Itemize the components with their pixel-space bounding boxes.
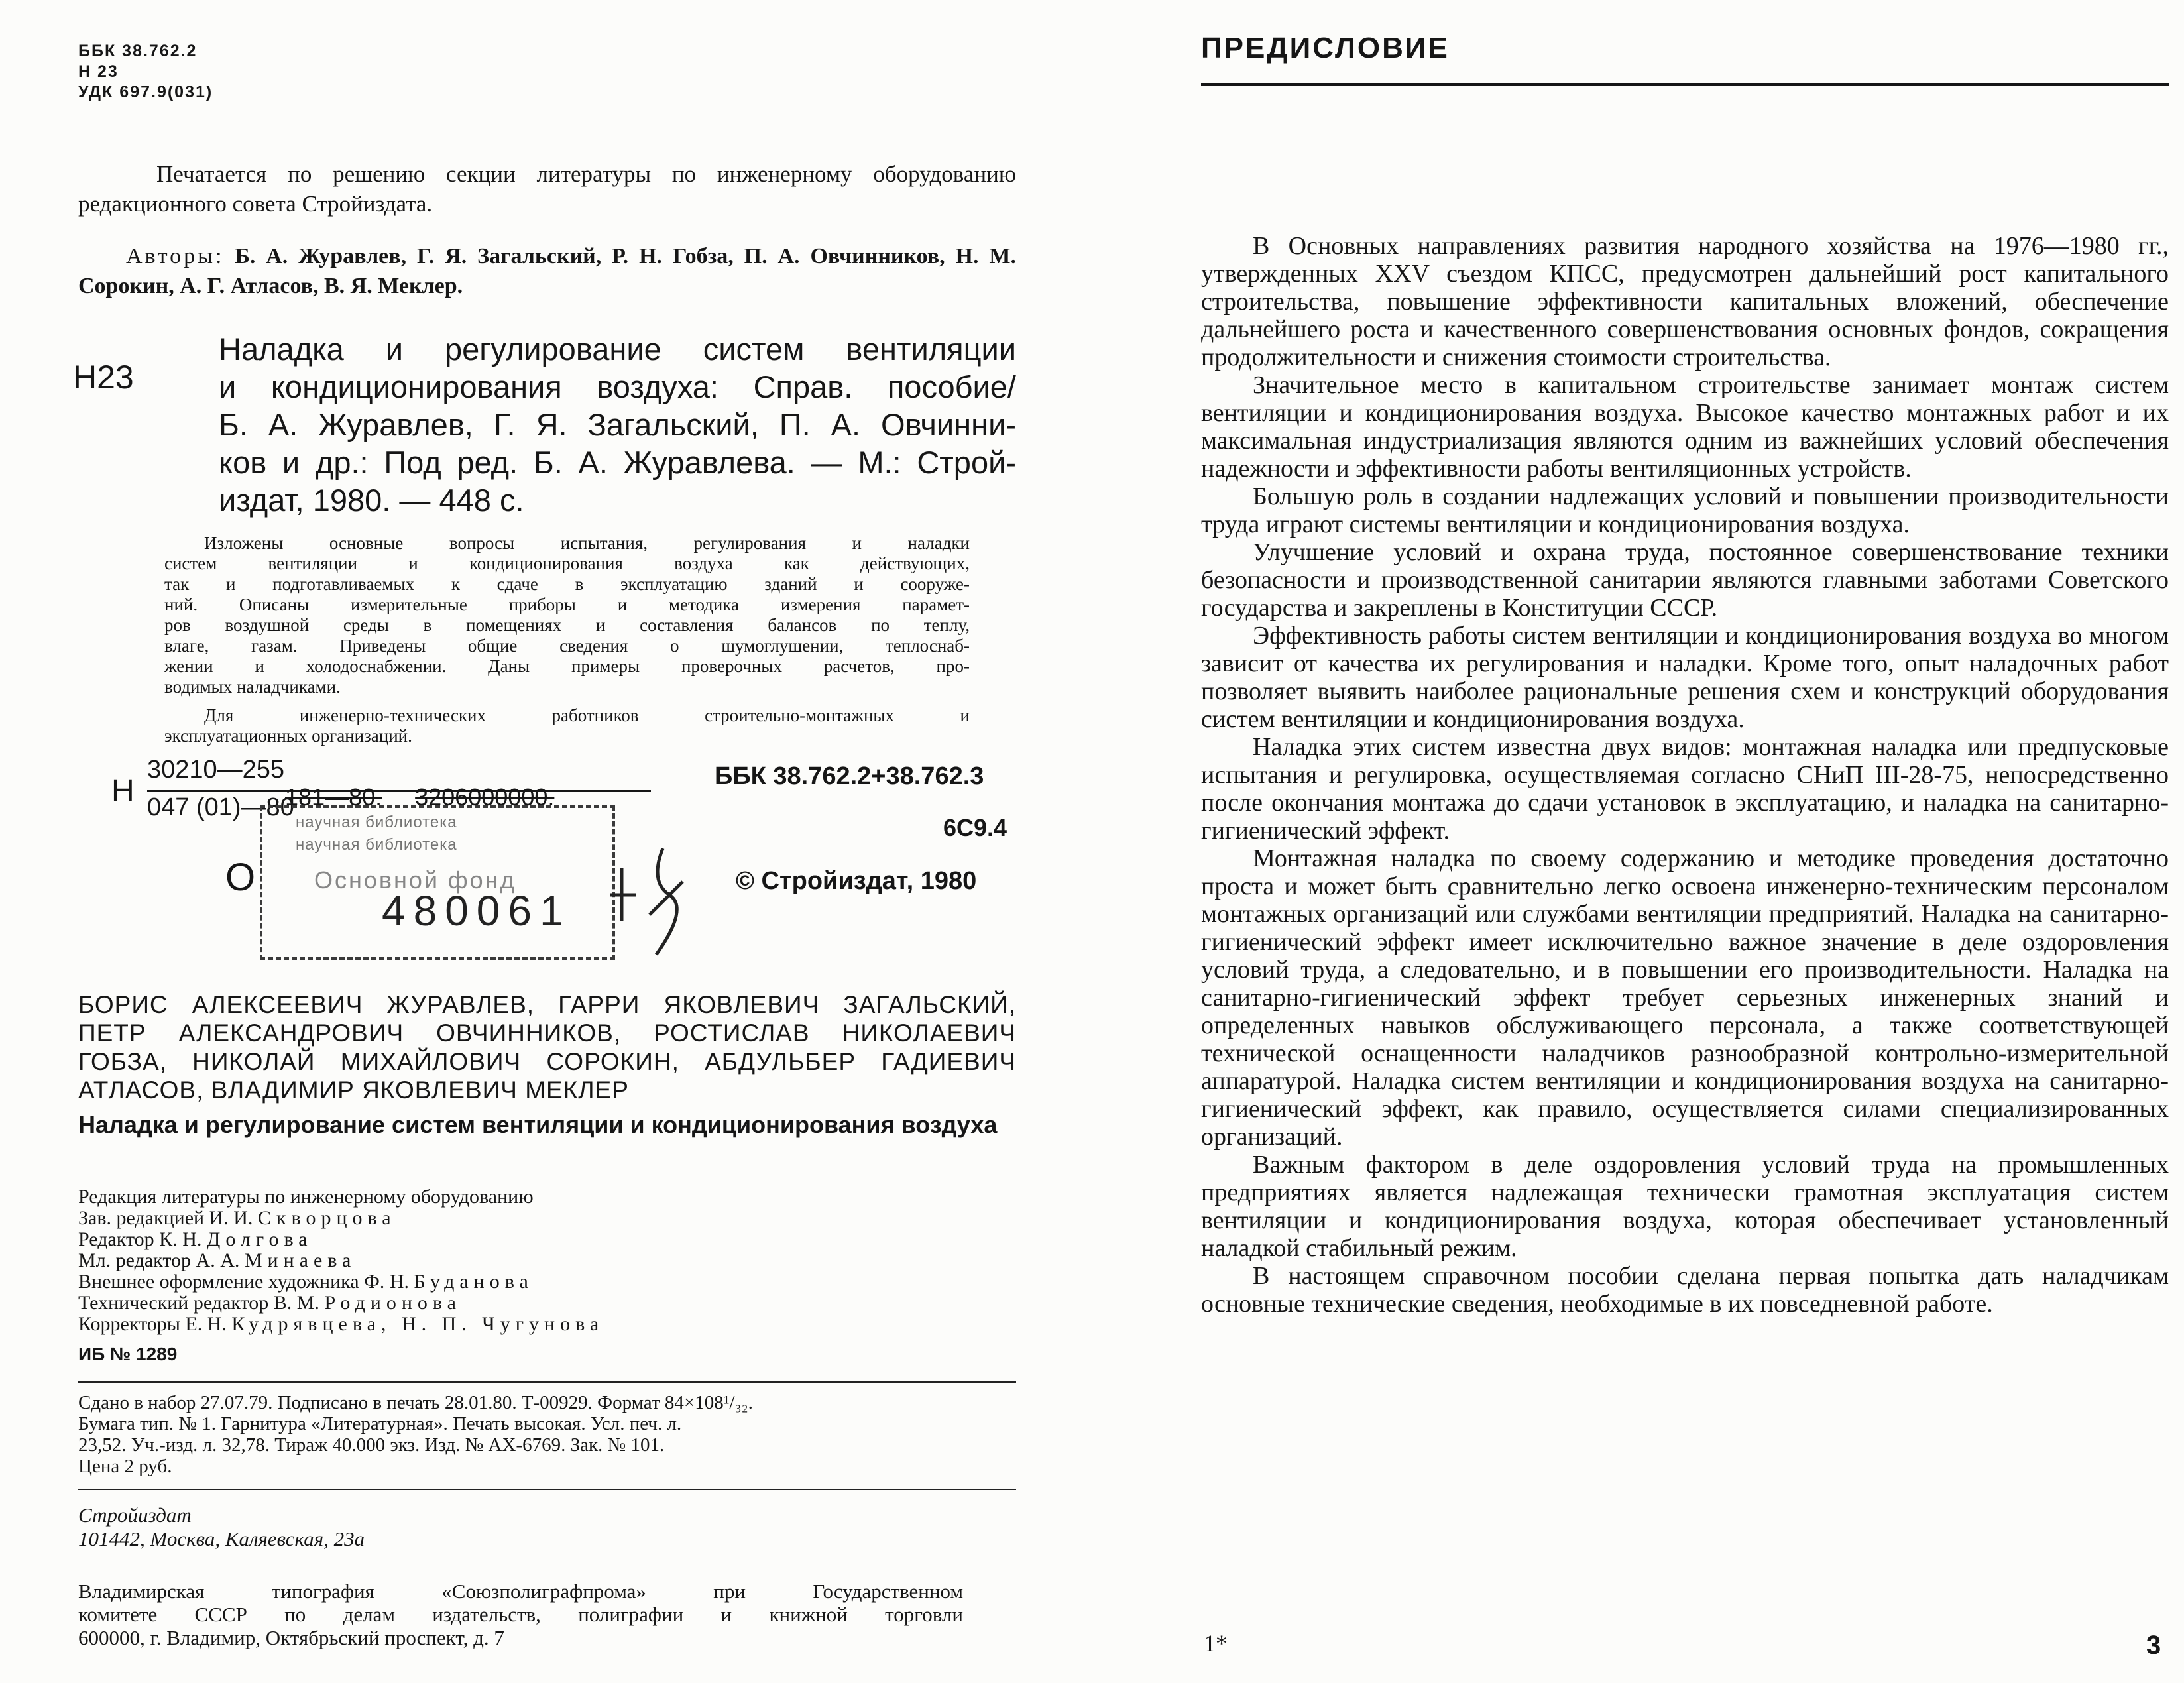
code-letter: Н [111,774,135,809]
staff-name: Родионова [324,1292,461,1314]
annotation-line: ров воздушной среды в помещениях и составления балансов по теплу, [164,615,970,635]
annotation-line: Изложены основные вопросы испытания, регулирования и наладки [204,533,970,553]
code-denominator: 047 (01)—80 [147,793,294,821]
staff-name: Минаева [244,1249,357,1271]
bib-line: ков и др.: Под ред. Б. А. Журавлева. — М.: Строй- [219,445,1016,480]
code-tail: 3206000000. [415,783,555,811]
handwritten-marks [610,842,696,968]
staff-name: Буданова [414,1271,534,1293]
page-heading: ПРЕДИСЛОВИЕ [1201,32,1450,64]
stamp-line: Основной фонд [314,866,516,894]
printer-line: 600000, г. Владимир, Октябрьский проспект, д. 7 [78,1626,504,1649]
bib-line: Наладка и регулирование систем вентиляции [219,331,1016,367]
annotation-line: влаге, газам. Приведены общие сведения о шумоглушении, теплоснаб- [164,636,970,656]
persons-line: АТЛАСОВ, ВЛАДИМИР ЯКОВЛЕВИЧ МЕКЛЕР [78,1076,629,1104]
bib-line: Б. А. Журавлев, Г. Я. Загальский, П. А. Овчинни- [219,407,1016,442]
purpose-line: эксплуатационных организаций. [164,726,412,746]
stamp-line: научная библиотека [296,813,457,831]
staff-line [78,1229,604,1250]
publisher-name: Стройиздат [78,1503,192,1527]
print-line: Сдано в набор 27.07.79. Подписано в печать 28.01.80. Т-00929. Формат 84×108¹/₃₂. [78,1392,753,1413]
staff-name: Долгова [206,1228,313,1250]
annotation-line: так и подготавливаемых к сдаче в эксплуатацию зданий и сооруже- [164,574,970,594]
right-page [1094,0,2184,1683]
author-sign-code: Н 23 [78,62,119,81]
bbk-index-secondary: 6С9.4 [943,814,1007,841]
printing-data [78,1392,1016,1477]
publisher-block [78,1503,365,1551]
authors-names: Б. А. Журавлев, Г. Я. Загальский, Р. Н. Гобза, П. А. Овчинников, Н. М. Сорокин, А. Г. Атласов, В. Я. Меклер. [78,244,1016,298]
staff-role: Зав. редакцией И. И. [78,1207,253,1229]
staff-role: Мл. редактор А. А. [78,1249,240,1271]
persons-line: ПЕТР АЛЕКСАНДРОВИЧ ОВЧИННИКОВ, РОСТИСЛАВ НИКОЛАЕВИЧ [78,1019,1016,1047]
bib-line: и кондиционирования воздуха: Справ. пособие/ [219,369,1016,404]
paragraph: Важным фактором в деле оздоровления условий труда на промышленных предприятиях является надлежащая технически грамотная эксплуатация систем вентиляции и кондиционирования воздуха, которая обеспечивает установленный наладкой стабильный режим. [1201,1151,2169,1262]
staff-name: Кудрявцева, Н. П. Чугунова [231,1313,604,1335]
print-line: 23,52. Уч.-изд. л. 32,78. Тираж 40.000 экз. Изд. № АХ-6769. Зак. № 101. [78,1434,665,1456]
persons-line: ГОБЗА, НИКОЛАЙ МИХАЙЛОВИЧ СОРОКИН, АБДУЛЬБЕР ГАДИЕВИЧ [78,1048,1016,1075]
heading-rule [1201,83,2169,86]
staff-line [78,1314,604,1335]
annotation-line: жении и холодоснабжении. Даны примеры проверочных расчетов, про- [164,656,970,676]
signature-mark: 1* [1204,1630,1228,1656]
ib-number: ИБ № 1289 [78,1344,178,1364]
page-number: 3 [2146,1631,2161,1660]
staff-role: Редактор К. Н. [78,1228,202,1250]
bib-line: издат, 1980. — 448 с. [219,483,524,518]
plus-mark [610,868,636,921]
copyright-line: © Стройиздат, 1980 [736,867,977,895]
printer-block [78,1580,963,1649]
authors-label: Авторы: [126,244,225,268]
paragraph: Большую роль в создании надлежащих условий и повышении производительности труда играют системы вентиляции и кондиционирования воздуха. [1201,483,2169,538]
publisher-address: 101442, Москва, Каляевская, 23а [78,1527,365,1550]
staff-line [78,1271,604,1293]
book-title: Наладка и регулирование систем вентиляции и кондиционирования воздуха [78,1111,998,1138]
author-mark: Н23 [73,359,134,396]
scribble-mark [650,848,683,955]
printer-line: комитете СССР по делам издательств, полиграфии и книжной торговли [78,1603,963,1626]
library-stamp [260,805,615,960]
authors-block [78,241,1016,301]
paragraph: В Основных направлениях развития народного хозяйства на 1976—1980 гг., утвержденных XXV съездом КПСС, предусмотрен дальнейший рост капитального строительства, повышение эффективности капитальных вложений, обеспечение дальнейшего роста и качественного совершенствования основных фондов, сокращения продолжительности и снижения стоимости строительства. [1201,232,2169,371]
persons-line: БОРИС АЛЕКСЕЕВИЧ ЖУРАВЛЕВ, ГАРРИ ЯКОВЛЕВИЧ ЗАГАЛЬСКИЙ, [78,991,1016,1018]
classification-codes [78,41,213,103]
stamp-prefix: О [225,856,256,899]
staff-role: Технический редактор В. М. [78,1292,319,1314]
staff-line [78,1250,604,1271]
annotation-line: ний. Описаны измерительные приборы и методика измерения парамет- [164,595,970,614]
staff-line [78,1208,604,1229]
stamp-number: 480061 [382,887,571,935]
annotation [164,533,970,746]
staff-role: Внешнее оформление художника Ф. Н. [78,1271,409,1293]
print-line: Бумага тип. № 1. Гарнитура «Литературная». Печать высокая. Усл. печ. л. [78,1413,682,1434]
printer-line: Владимирская типография «Союзполиграфпрома» при Государственном [78,1580,963,1603]
editorial-staff [78,1187,604,1335]
divider [78,1489,1016,1490]
staff-line [78,1293,604,1314]
paragraph: В настоящем справочном пособии сделана первая попытка дать наладчикам основные технические сведения, необходимые в их повседневной работе. [1201,1262,2169,1318]
approval-note: Печатается по решению секции литературы по инженерному оборудованию редакционного совета Стройиздата. [78,161,1016,217]
bbk-code: ББК 38.762.2 [78,42,198,60]
bbk-index: ББК 38.762.2+38.762.3 [715,762,984,790]
stamp-line: научная библиотека [296,836,457,854]
staff-name: Скворцова [257,1207,396,1229]
purpose-line: Для инженерно-технических работников строительно-монтажных и [204,705,970,725]
authors-full-names [78,990,1016,1104]
print-line: Цена 2 руб. [78,1456,172,1477]
paragraph: Улучшение условий и охрана труда, постоянное совершенствование техники безопасности и производственной санитарии являются главными заботами Советского государства и закреплены в Конституции СССР. [1201,538,2169,622]
annotation-line: водимых наладчиками. [164,677,341,697]
code-numerator: 30210—255 [147,756,285,783]
udk-code: УДК 697.9(031) [78,83,213,101]
paragraph: Эффективность работы систем вентиляции и кондиционирования воздуха во многом зависит от качества их регулирования и наладки. Кроме того, опыт наладочных работ позволяет выявить наиболее рациональные решения схем и конструкций оборудования систем вентиляции и кондиционирования воздуха. [1201,622,2169,733]
divider [78,1381,1016,1383]
paragraph: Монтажная наладка по своему содержанию и методике проведения достаточно проста и может быть сравнительно легко освоена инженерно-техническим персоналом монтажных организаций или службами вентиляции предприятий. Наладка на санитарно-гигиенический эффект имеет исключительно важное значение в деле оздоровления условий труда, а следовательно, и в повышении его производительности. Наладка на санитарно-гигиенический эффект требует серьезных инженерных знаний и определенных навыков обслуживающего персонала, а также соответствующей технической оснащенности наладчиков разнообразной контрольно-измерительной аппаратурой. Наладка систем вентиляции и кондиционирования воздуха на санитарно-гигиенический эффект, как правило, осуществляется силами специализированных организаций. [1201,844,2169,1151]
bibliographic-description [219,330,1016,519]
annotation-line: систем вентиляции и кондиционирования воздуха как действующих, [164,553,970,573]
staff-line: Редакция литературы по инженерному оборудованию [78,1186,534,1208]
preface-text [1201,232,2169,1318]
paragraph: Наладка этих систем известна двух видов: монтажная наладка или предпусковые испытания и регулировка, осуществляемая согласно СНиП III-28-75, непосредственно после окончания монтажа до сдачи установок в эксплуатацию, и наладка на санитарно-гигиенический эффект. [1201,733,2169,844]
struck-code: 181—80. [285,783,382,811]
staff-role: Корректоры Е. Н. [78,1313,227,1335]
paragraph: Значительное место в капитальном строительстве занимает монтаж систем вентиляции и кондиционирования воздуха. Высокое качество монтажных работ и их максимальная индустриализация являются одним из важнейших условий обеспечения надежности и эффективности работы вентиляционных устройств. [1201,371,2169,483]
